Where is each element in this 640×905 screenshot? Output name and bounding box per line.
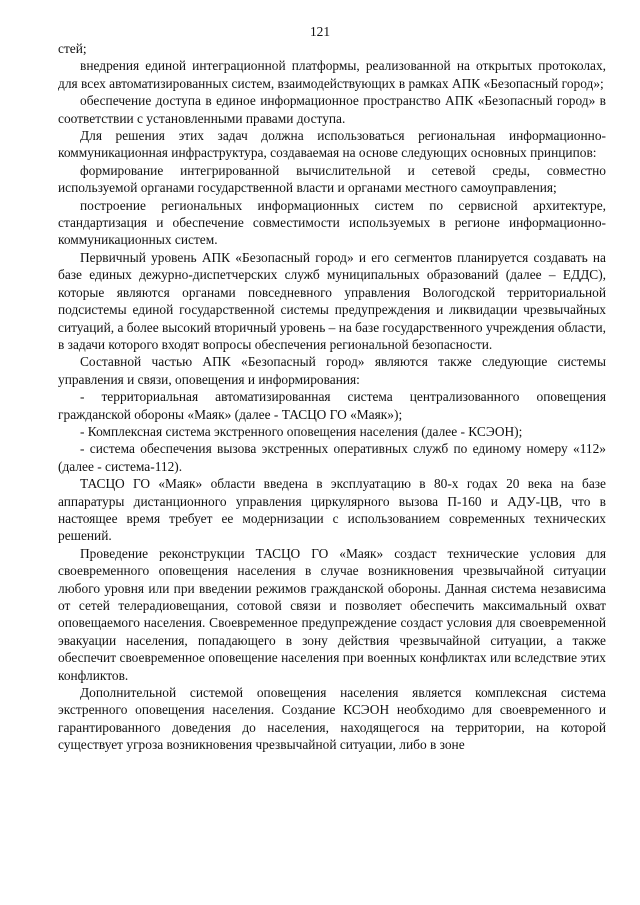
list-item-computing-environment: формирование интегрированной вычислительной и сетевой среды, совместно используемой органами государственной власти и органами местного самоуправления; bbox=[58, 162, 606, 196]
list-item-service-architecture: построение региональных информационных систем по сервисной архитектуре, стандартизация и обеспечение совместимости используемых в регионе информационно-коммуникационных систем. bbox=[58, 197, 606, 248]
list-item-integration-platform: внедрения единой интеграционной платформы, реализованной на открытых протоколах, для всех автоматизированных систем, взаимодействующих в рамках АПК «Безопасный город»; bbox=[58, 58, 606, 91]
list-item-kseon: - Комплексная система экстренного оповещения населения (далее - КСЭОН); bbox=[80, 423, 523, 439]
paragraph-primary-level: Первичный уровень АПК «Безопасный город» и его сегментов планируется создавать на базе единых дежурно-диспетчерских служб муниципальных образований (далее – ЕДДС), которые являются органами повседневного управления Вологодской территориальной подсистемы единой государственной системы предупреждения и ликвидации чрезвычайных ситуаций, а более высокий вторичный уровень – на базе государственного учреждения области, в задачи которого входят вопросы обеспечения региональной безопасности. bbox=[58, 249, 606, 352]
paragraph-kseon: Дополнительной системой оповещения населения является комплексная система экстренного оповещения населения. Создание КСЭОН необходимо для своевременного и гарантированного доведения до населения, находящегося на территории, на которой существует угроза возникновения чрезвычайной ситуации, либо в зоне bbox=[58, 685, 606, 753]
list-item-tasco: - территориальная автоматизированная система централизованного оповещения гражданской обороны «Маяк» (далее - ТАСЦО ГО «Маяк»); bbox=[58, 389, 606, 422]
paragraph-reconstruction: Проведение реконструкции ТАСЦО ГО «Маяк» создаст технические условия для своевременного оповещения населения в случае возникновения чрезвычайной ситуации любого уровня или при введении режимов гражданской обороны. Данная система независима от сетей телерадиовещания, сотовой связи и позволяет обеспечить максимальный охват оповещаемого населения. Своевременное предупреждение создаст условия для своевременной эвакуации населения, попадающего в зону действия чрезвычайной ситуации, а также обеспечит своевременное оповещение населения при военных конфликтах или вследствие этих конфликтов. bbox=[58, 545, 606, 683]
paragraph-tasco-history: ТАСЦО ГО «Маяк» области введена в эксплуатацию в 80-х годах 20 века на базе аппаратуры дистанционного управления циркулярного вызова П-160 и АДУ-ЦВ, что в настоящее время требует ее модернизации с использованием современных технических решений. bbox=[58, 476, 606, 544]
list-item-access: обеспечение доступа в единое информационное пространство АПК «Безопасный город» в соответствии с установленными правами доступа. bbox=[58, 93, 606, 126]
page-number: 121 bbox=[309, 24, 331, 39]
document-body bbox=[58, 40, 606, 754]
paragraph-components: Составной частью АПК «Безопасный город» являются также следующие системы управления и связи, оповещения и информирования: bbox=[58, 354, 606, 387]
list-item-system-112: - система обеспечения вызова экстренных оперативных служб по единому номеру «112» (далее - система-112). bbox=[58, 441, 606, 474]
paragraph-continuation: стей; bbox=[58, 41, 87, 56]
paragraph-infrastructure: Для решения этих задач должна использоваться региональная информационно-коммуникационная инфраструктура, создаваемая на основе следующих основных принципов: bbox=[58, 128, 606, 161]
